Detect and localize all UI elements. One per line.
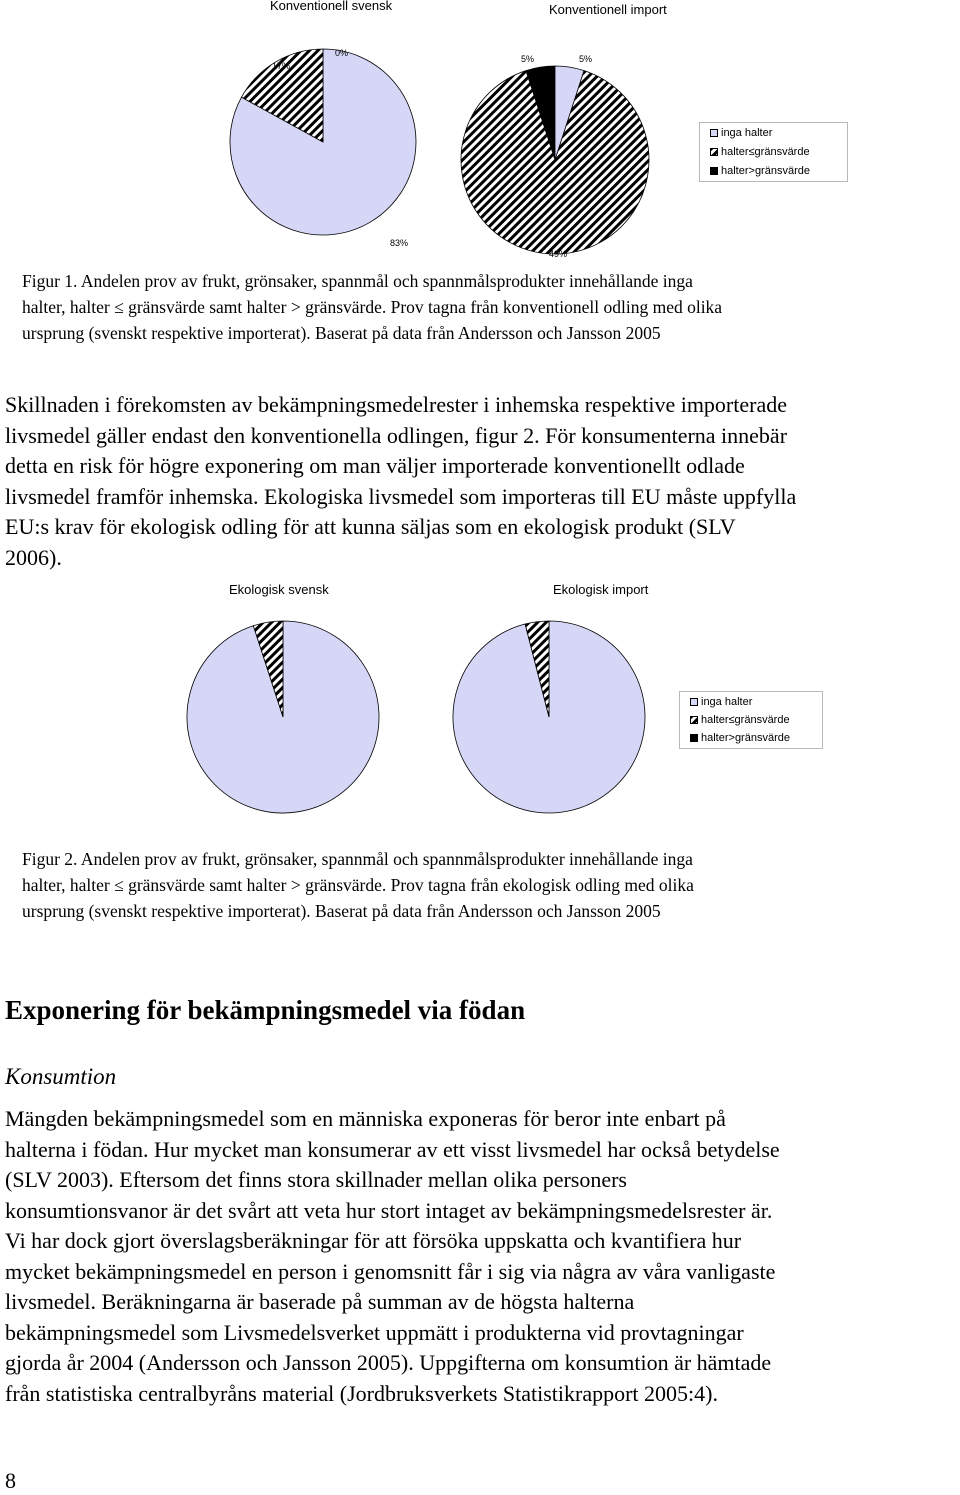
figure1-caption [22,268,922,346]
paragraph-line: Skillnaden i förekomsten av bekämpningsmedelrester i inhemska respektive importerade [5,392,787,417]
legend-item-inga [690,695,752,709]
legend-item-under [690,713,790,727]
subsection-heading: Konsumtion [5,1064,117,1089]
paragraph-line: EU:s krav för ekologisk odling för att kunna säljas som en ekologisk produkt (SLV [5,514,736,539]
caption-line: Figur 2. Andelen prov av frukt, grönsaker, spannmål och spannmålsprodukter innehållande inga [22,849,693,869]
pie-chart-eko-svensk [170,620,400,820]
legend-swatch-hatch [710,148,718,156]
paragraph-line: mycket bekämpningsmedel en person i genomsnitt får i sig via några av våra vanligaste [5,1258,776,1284]
section-heading: Exponering för bekämpningsmedel via födan [5,995,526,1025]
chart-title-eko-svensk: Ekologisk svensk [229,582,329,597]
legend-label: halter≤gränsvärde [701,714,790,726]
data-label-5-over: 5% [521,54,535,64]
pie-chart-konv-svensk [243,47,403,237]
pie-chart-eko-import [436,620,666,820]
legend-swatch-hatch [690,716,698,724]
chart-title-konv-import: Konventionell import [549,2,667,17]
paragraph-line: (SLV 2003). Eftersom det finns stora skillnader mellan olika personers [5,1167,627,1192]
paragraph-line: livsmedel framför inhemska. Ekologiska livsmedel som importeras till EU måste uppfylla [5,483,797,509]
chart-title-konv-svensk: Konventionell svensk [270,0,393,13]
legend-label: halter>gränsvärde [721,165,810,177]
pie-chart-konv-import [462,65,642,255]
legend-item-over [710,164,810,178]
paragraph-line: livsmedel gäller endast den konventionella odlingen, figur 2. För konsumenterna innebär [5,422,788,448]
legend-label: inga halter [721,127,773,139]
paragraph-line: gjorda år 2004 (Andersson och Jansson 2005). Uppgifterna om konsumtion är hämtade [5,1350,772,1375]
legend-swatch-black [690,734,698,742]
legend-item-under [710,145,810,159]
paragraph-line: halterna i födan. Hur mycket man konsumerar av ett visst livsmedel har också betydelse [5,1136,780,1162]
paragraph-line: Mängden bekämpningsmedel som en människa exponeras för beror inte enbart på [5,1106,726,1131]
caption-line: ursprung (svenskt respektive importerat). Baserat på data från Andersson och Jansson 2005 [22,323,661,343]
caption-line: halter, halter ≤ gränsvärde samt halter > gränsvärde. Prov tagna från ekologisk odling med olika [22,875,694,895]
legend-swatch-black [710,167,718,175]
body-paragraph-2 [5,1104,955,1409]
legend-item-inga [710,126,772,140]
data-label-0: 0% [335,48,349,58]
legend-figure1 [699,122,848,182]
data-label-5-inga: 5% [579,54,593,64]
paragraph-line: bekämpningsmedel som Livsmedelsverket uppmätt i produkterna vid provtagningar [5,1319,744,1345]
legend-label: halter≤gränsvärde [721,146,810,158]
legend-swatch-lavender [710,129,718,137]
legend-label: halter>gränsvärde [701,732,790,744]
paragraph-line: detta en risk för högre exponering om man väljer importerade konventionellt odlade [5,453,745,478]
legend-swatch-lavender [690,698,698,706]
data-label-83: 83% [390,238,409,248]
page-number: 8 [5,1468,16,1493]
legend-figure2 [679,691,823,749]
caption-line: ursprung (svenskt respektive importerat). Baserat på data från Andersson och Jansson 2005 [22,901,661,921]
paragraph-line: konsumtionsvanor är det svårt att veta hur stort intaget av bekämpningsmedelsrester är. [5,1197,773,1223]
chart-title-eko-import: Ekologisk import [553,582,649,597]
legend-label: inga halter [701,696,753,708]
legend-item-over [690,731,790,745]
caption-line: Figur 1. Andelen prov av frukt, grönsaker, spannmål och spannmålsprodukter innehållande inga [22,271,693,291]
paragraph-line: från statistiska centralbyråns material (Jordbruksverkets Statistikrapport 2005:4). [5,1380,718,1406]
figure2-caption [22,846,922,924]
body-paragraph-1 [5,390,955,573]
paragraph-line: Vi har dock gjort överslagsberäkningar för att försöka uppskatta och kvantifiera hur [5,1228,742,1253]
caption-line: halter, halter ≤ gränsvärde samt halter > gränsvärde. Prov tagna från konventionell odling med olika [22,297,723,317]
data-label-17: 17% [272,61,291,71]
data-label-49: 49% [549,249,568,259]
paragraph-line: 2006). [5,544,62,570]
paragraph-line: livsmedel. Beräkningarna är baserade på summan av de högsta halterna [5,1289,635,1314]
